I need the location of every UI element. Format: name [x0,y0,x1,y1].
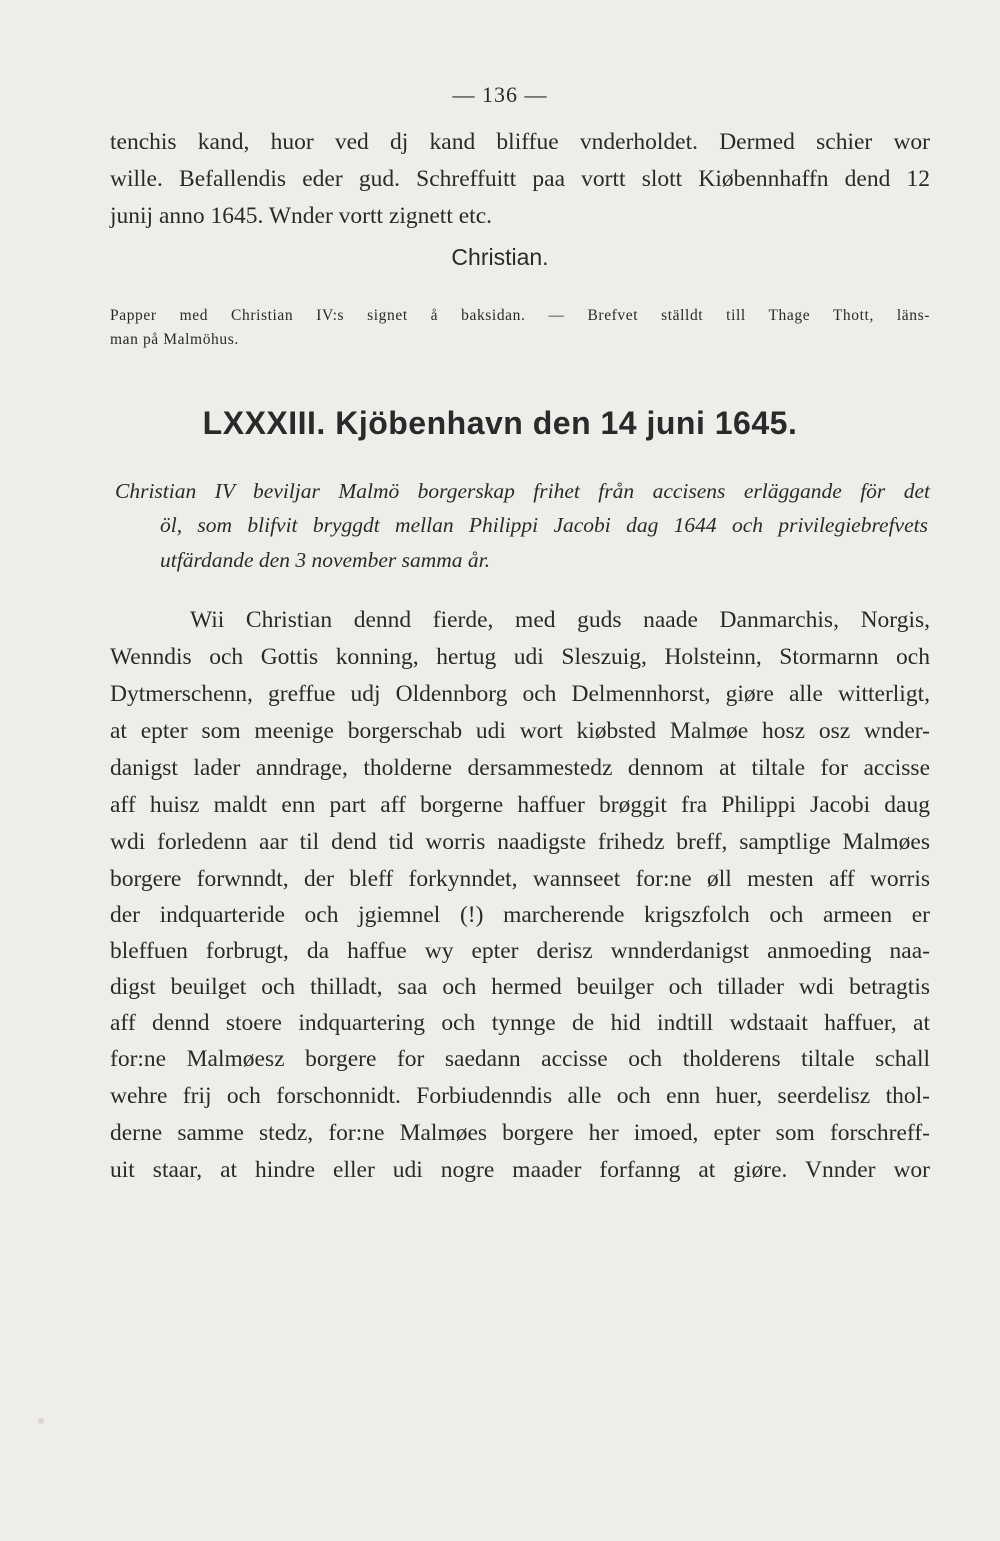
body-line: digst beuilget och thilladt, saa och hermed beuilger och tillader wdi betragtis [110,974,930,1000]
archival-note-line: Papper med Christian IV:s signet å baksidan. — Brefvet ställdt till Thage Thott, läns- [110,307,930,324]
body-line: borgere forwnndt, der bleff forkynndet, wannseet for:ne øll mesten aff worris [110,866,930,892]
body-line: der indquarteride och jgiemnel (!) marcherende krigszfolch och armeen er [110,902,930,928]
body-line: wdi forledenn aar til dend tid worris naadigste frihedz breff, samptlige Malmøes [110,829,930,855]
body-line: for:ne Malmøesz borgere for saedann accisse och tholderens tiltale schall [110,1046,930,1072]
page-number: — 136 — [452,82,548,107]
body-line: Wenndis och Gottis konning, hertug udi Sleszuig, Holsteinn, Stormarnn och [110,644,930,670]
body-line: Wii Christian dennd fierde, med guds naade Danmarchis, Norgis, [190,607,930,633]
intro-line: junij anno 1645. Wnder vortt zignett etc. [110,203,493,229]
archival-note-line: man på Malmöhus. [110,331,239,348]
body-line: derne samme stedz, for:ne Malmøes borgere her imoed, epter som forschreff- [110,1120,930,1146]
body-line: uit staar, at hindre eller udi nogre maader forfanng at giøre. Vnnder wor [110,1157,930,1183]
intro-line: wille. Befallendis eder gud. Schreffuitt paa vortt slott Kiøbennhaffn dend 12 [110,166,930,192]
document-heading: LXXXIII. Kjöbenhavn den 14 juni 1645. [202,405,798,441]
body-line: danigst lader anndrage, tholderne dersammestedz dennom at tiltale for accisse [110,755,930,781]
signature: Christian. [451,244,549,270]
body-line: Dytmerschenn, greffue udj Oldennborg och Delmennhorst, giøre alle witterligt, [110,681,930,707]
summary-line: Christian IV beviljar Malmö borgerskap frihet från accisens erläggande för det [115,479,930,503]
body-line: bleffuen forbrugt, da haffue wy epter derisz wnnderdanigst anmoeding naa- [110,938,930,964]
paper-stain [38,1418,44,1424]
intro-line: tenchis kand, huor ved dj kand bliffue vnderholdet. Dermed schier wor [110,129,930,155]
body-line: aff huisz maldt enn part aff borgerne haffuer brøggit fra Philippi Jacobi daug [110,792,930,818]
body-line: aff dennd stoere indquartering och tynnge de hid indtill wdstaait haffuer, at [110,1010,930,1036]
summary-line: öl, som blifvit bryggdt mellan Philippi Jacobi dag 1644 och privilegiebrefvets [160,513,928,537]
summary-line: utfärdande den 3 november samma år. [160,548,491,572]
body-line: at epter som meenige borgerschab udi wort kiøbsted Malmøe hosz osz wnder- [110,718,930,744]
body-line: wehre frij och forschonnidt. Forbiudenndis alle och enn huer, seerdelisz thol- [110,1083,930,1109]
